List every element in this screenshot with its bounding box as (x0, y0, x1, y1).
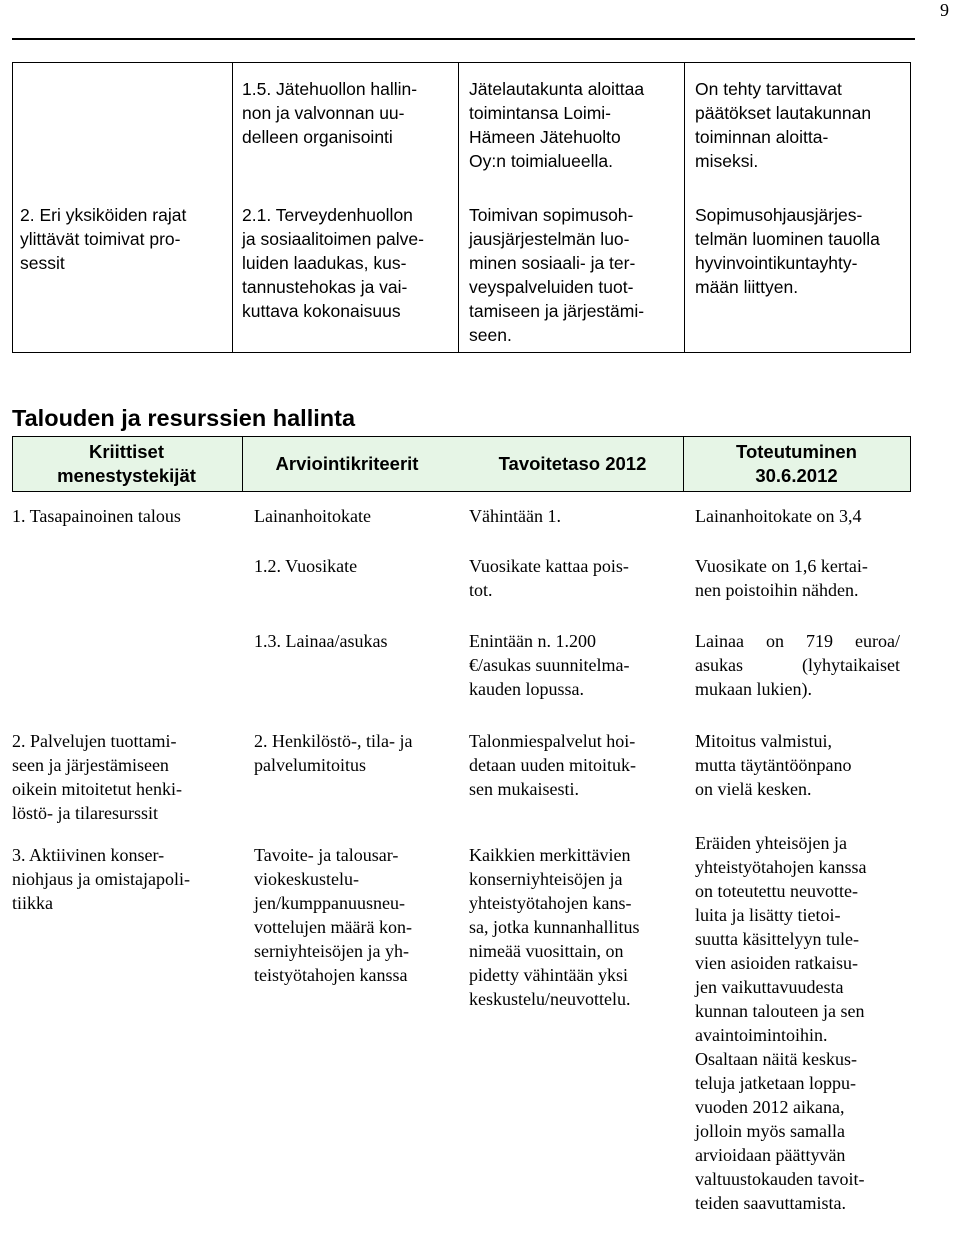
top-row1-col2: 1.5. Jätehuollon hallin- non ja valvonnan uu- delleen organisointi (242, 79, 418, 147)
header-rule (12, 38, 915, 40)
row1-target: Vähintään 1. (469, 506, 561, 526)
page-number: 9 (940, 0, 949, 20)
row1-criterion: Lainanhoitokate (254, 506, 371, 526)
row5-critical-factor: 3. Aktiivinen konser- niohjaus ja omistajapoli- tiikka (12, 845, 190, 913)
row2-realization: Vuosikate on 1,6 kertai- nen poistoihin nähden. (695, 556, 868, 600)
top-row1-col4: On tehty tarvittavat päätökset lautakunnan toiminnan aloitta- miseksi. (695, 79, 872, 171)
top-row1-col3: Jätelautakunta aloittaa toimintansa Loimi- Hämeen Jätehuolto Oy:n toimialueella. (469, 79, 645, 171)
top-row2-col3: Toimivan sopimusoh- jausjärjestelmän luo- minen sosiaali- ja ter- veyspalveluiden tuot- tamiseen ja järjestämi- seen. (469, 205, 645, 345)
row5-target: Kaikkien merkittävien konserniyhteisöjen ja yhteistyötahojen kans- sa, jotka kunnanhallitus nimeää vuosittain, on pidetty vähintään yksi keskustelu/neuvottelu. (469, 845, 640, 1009)
row4-realization: Mitoitus valmistui, mutta täytäntöönpano on vielä kesken. (695, 731, 852, 799)
row3-realization: Lainaa on 719 euroa/ asukas (lyhytaikaiset mukaan lukien). (695, 631, 900, 699)
row4-critical-factor: 2. Palvelujen tuottami- seen ja järjestämiseen oikein mitoitetut henki- löstö- ja tilaresurssit (12, 731, 182, 823)
column-divider (232, 63, 233, 352)
row2-criterion: 1.2. Vuosikate (254, 556, 358, 576)
header-target-level: Tavoitetaso 2012 (498, 453, 647, 474)
row1-realization: Lainanhoitokate on 3,4 (695, 506, 862, 526)
top-row2-col1: 2. Eri yksiköiden rajat ylittävät toimivat pro- sessit (20, 205, 187, 273)
section-title: Talouden ja resurssien hallinta (12, 405, 356, 431)
header-criteria: Arviointikriteerit (275, 453, 419, 474)
column-divider (458, 63, 459, 352)
top-row2-col4: Sopimusohjausjärjes- telmän luominen tauolla hyvinvointikuntayhty- mään liittyen. (695, 205, 880, 297)
column-divider (684, 63, 685, 352)
row3-target: Enintään n. 1.200 €/asukas suunnitelma- kauden lopussa. (469, 631, 630, 699)
header-critical-factors: Kriittiset menestystekijät (57, 441, 196, 486)
row3-criterion: 1.3. Lainaa/asukas (254, 631, 388, 651)
header-realization: Toteutuminen 30.6.2012 (736, 441, 857, 486)
row5-realization: Eräiden yhteisöjen ja yhteistyötahojen kanssa on toteutettu neuvotte- luita ja lisätty tietoi- suutta käsittelyyn tule- vien asioiden ratkaisu- jen vaikuttavuudesta kunnan talouteen ja sen avaintoimintoihin. Osaltaan näitä keskus- teluja jatketaan loppu- vuoden 2012 aikana, jolloin myös samalla arvioidaan päättyvän valtuustokauden tavoit- teiden saavuttamista. (695, 833, 867, 1213)
row4-target: Talonmiespalvelut hoi- detaan uuden mitoituk- sen mukaisesti. (469, 731, 636, 799)
row2-target: Vuosikate kattaa pois- tot. (469, 556, 629, 600)
top-row2-col2: 2.1. Terveydenhuollon ja sosiaalitoimen palve- luiden laadukas, kus- tannustehokas ja vai- kuttava kokonaisuus (242, 205, 424, 321)
row1-critical-factor: 1. Tasapainoinen talous (12, 506, 181, 526)
row5-criterion: Tavoite- ja talousar- viokeskustelu- jen/kumppanuusneu- vottelujen määrä kon- serniyhteisöjen ja yh- teistyötahojen kanssa (254, 845, 412, 985)
row4-criterion: 2. Henkilöstö-, tila- ja palvelumitoitus (254, 731, 413, 775)
